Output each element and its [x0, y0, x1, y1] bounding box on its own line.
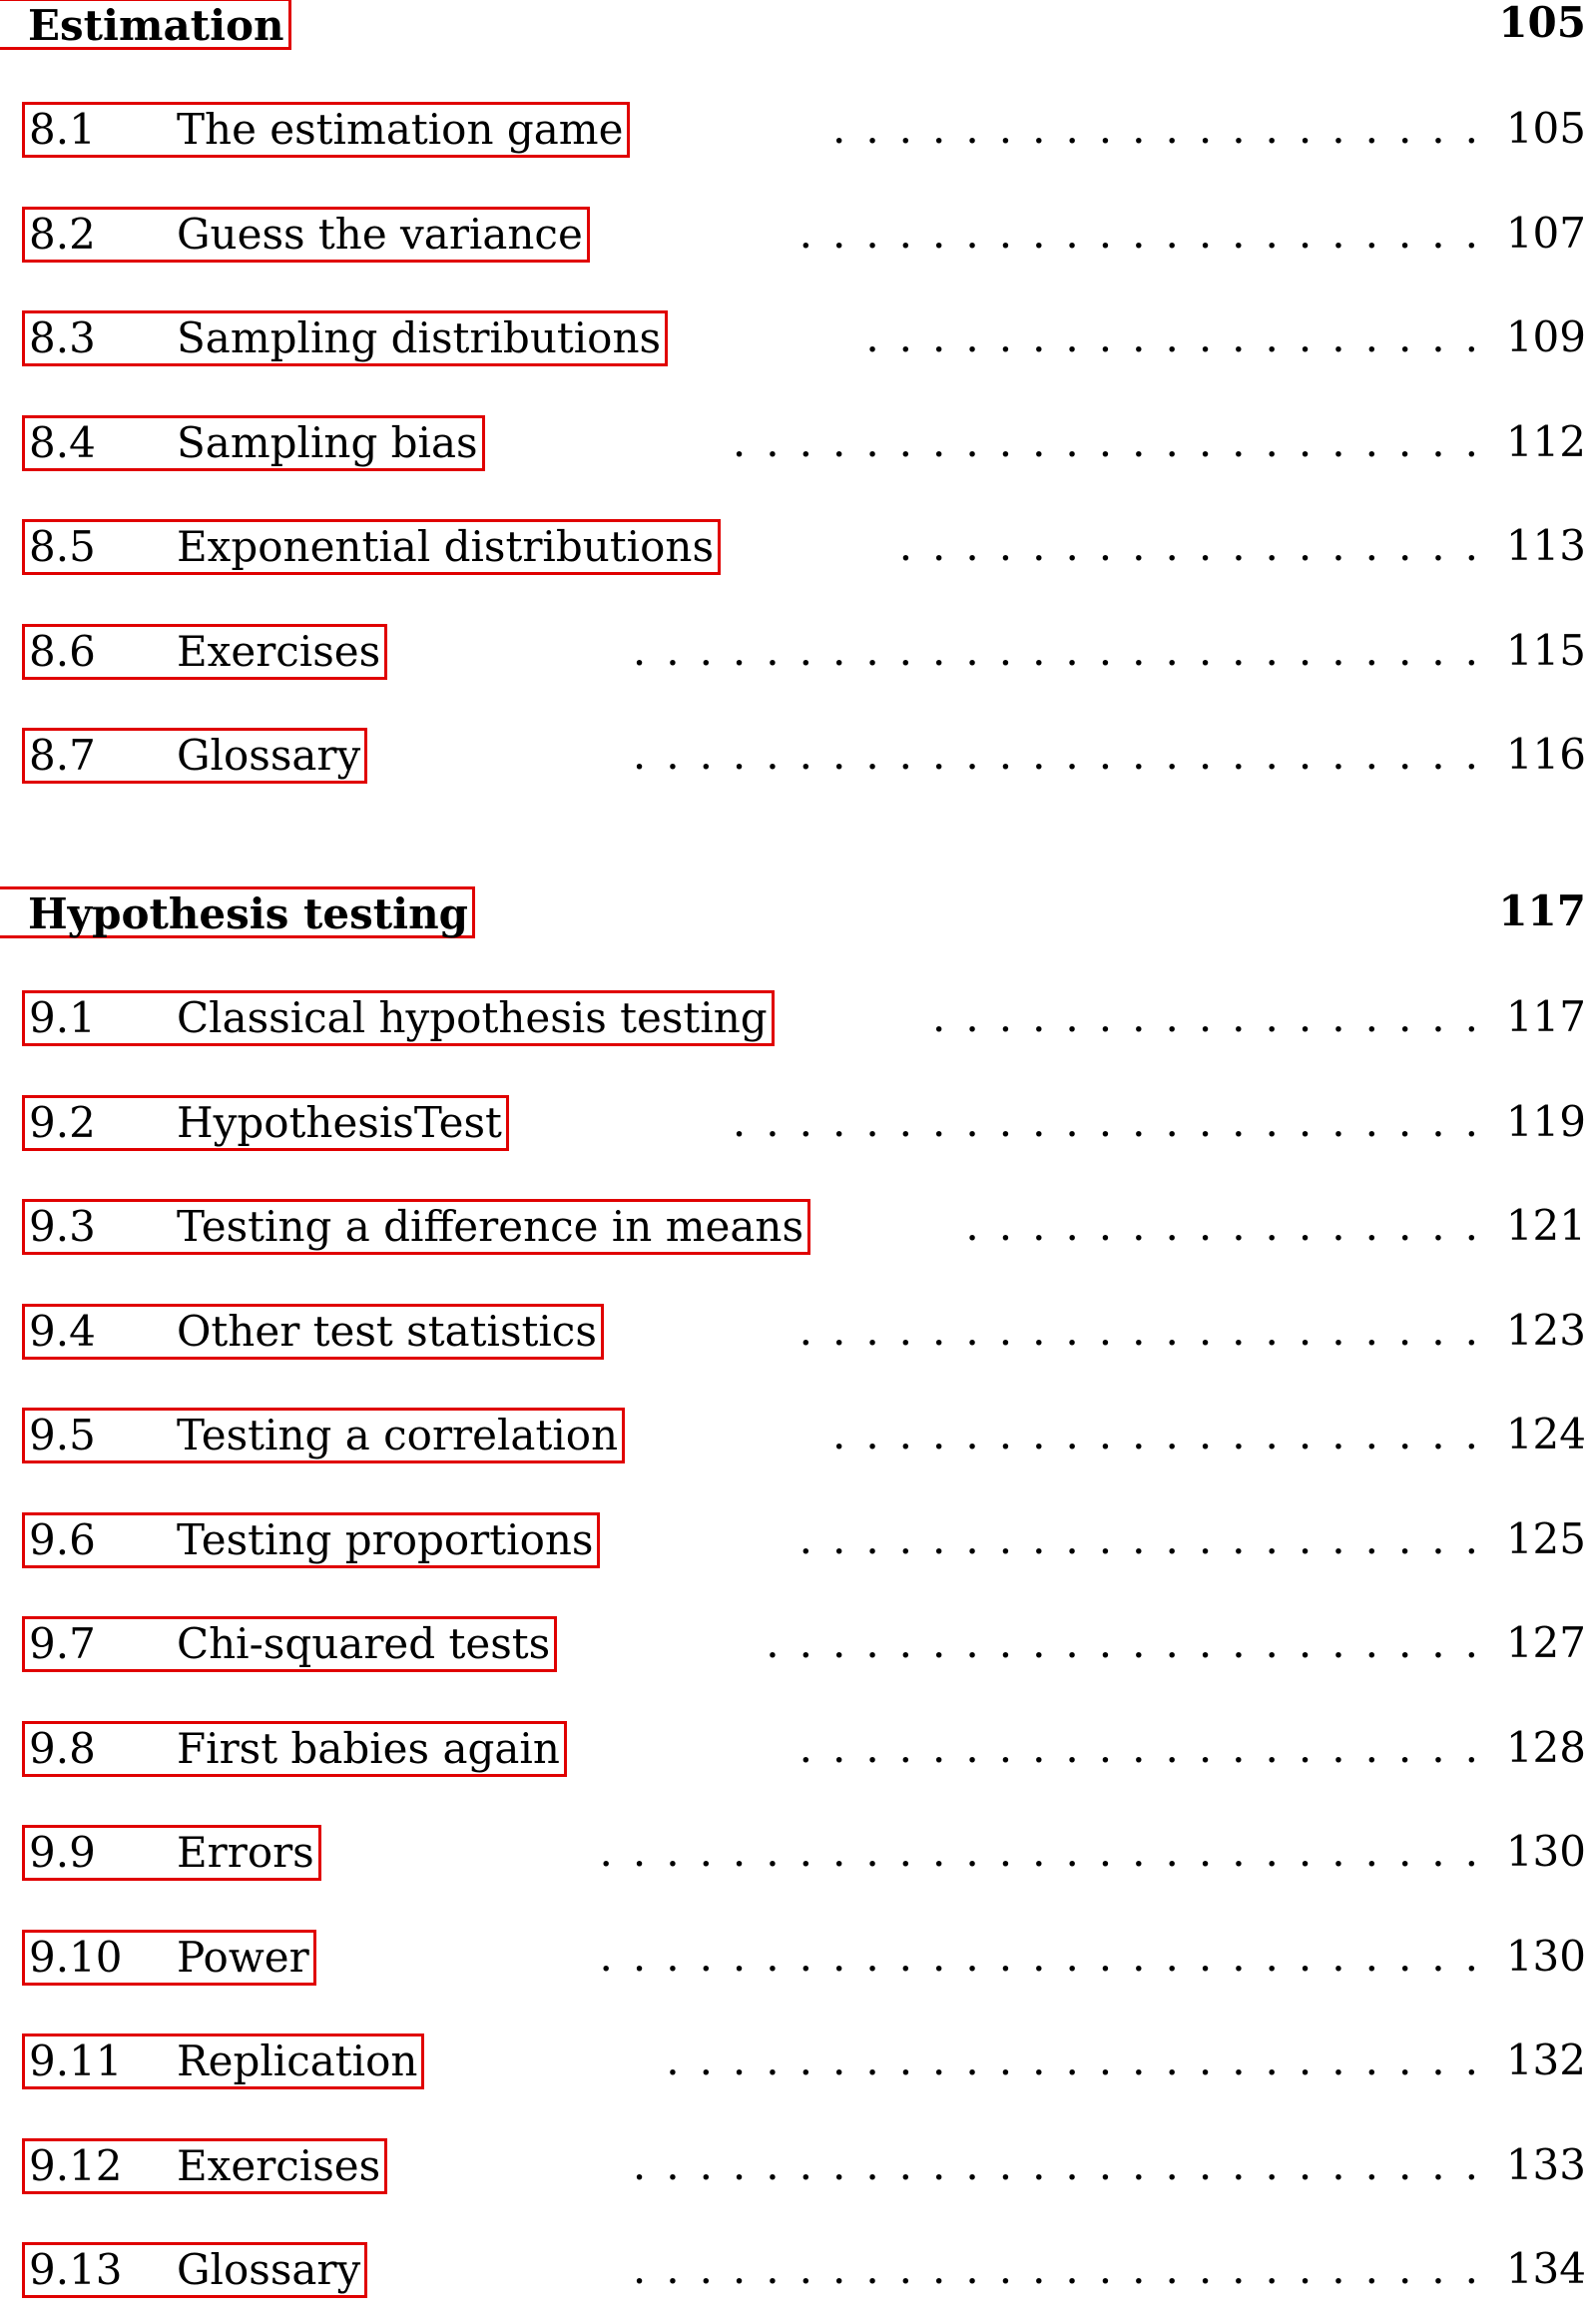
- section-number: 8.5: [29, 522, 96, 571]
- section-link[interactable]: [22, 1408, 625, 1463]
- section-title: Sampling distributions: [177, 313, 662, 362]
- section-page-number: 113: [1505, 521, 1586, 570]
- dot-leader: ....................: [831, 1410, 1498, 1458]
- section-title: The estimation game: [177, 105, 624, 154]
- section-page-number: 116: [1505, 730, 1586, 779]
- toc-entry: [0, 2138, 1595, 2198]
- dot-leader: .....................: [798, 208, 1498, 258]
- section-title: Exponential distributions: [177, 522, 715, 571]
- section-number: 9.2: [29, 1097, 96, 1147]
- toc-entry: [0, 1930, 1595, 1990]
- section-number: 9.3: [29, 1202, 96, 1251]
- dot-leader: ..........................: [632, 730, 1498, 779]
- section-page-number: 115: [1505, 625, 1586, 675]
- section-number: 9.13: [29, 2245, 123, 2294]
- toc-entry: [0, 2034, 1595, 2093]
- section-title: Sampling bias: [177, 417, 478, 467]
- chapter-heading: [0, 0, 1595, 58]
- chapter-heading: [0, 886, 1595, 946]
- toc-entry: [0, 990, 1595, 1050]
- section-title: Exercises: [177, 2140, 381, 2190]
- dot-leader: ................: [965, 1201, 1498, 1250]
- toc-entry: [0, 1616, 1595, 1676]
- section-link[interactable]: [22, 2034, 424, 2089]
- dot-leader: .......................: [732, 416, 1498, 466]
- chapter-page-number: 117: [1498, 886, 1586, 935]
- section-page-number: 109: [1505, 312, 1586, 361]
- section-number: 9.6: [29, 1514, 96, 1564]
- section-title: First babies again: [177, 1723, 560, 1773]
- section-number: 9.12: [29, 2140, 123, 2190]
- section-link[interactable]: [22, 310, 668, 366]
- section-page-number: 128: [1505, 1722, 1586, 1772]
- dot-leader: .........................: [666, 2035, 1498, 2084]
- dot-leader: ....................: [831, 104, 1498, 153]
- section-link[interactable]: [22, 102, 630, 158]
- section-link[interactable]: [22, 207, 590, 263]
- section-number: 8.2: [29, 209, 96, 259]
- section-page-number: 134: [1505, 2244, 1586, 2293]
- section-link[interactable]: [22, 519, 721, 575]
- section-page-number: 133: [1505, 2139, 1586, 2189]
- section-number: 8.1: [29, 105, 96, 154]
- toc-entry: [0, 102, 1595, 162]
- section-title: Glossary: [177, 731, 361, 780]
- toc-entry: [0, 1199, 1595, 1259]
- section-title: Testing a difference in means: [177, 1202, 804, 1251]
- chapter-page-number: 105: [1498, 0, 1586, 47]
- section-title: Exercises: [177, 626, 381, 676]
- toc-entry: [0, 624, 1595, 684]
- toc-entry: [0, 1304, 1595, 1364]
- dot-leader: ......................: [766, 1618, 1498, 1667]
- section-page-number: 124: [1505, 1410, 1586, 1458]
- toc-entry: [0, 1095, 1595, 1155]
- section-link[interactable]: [22, 415, 485, 471]
- section-link[interactable]: [22, 1199, 810, 1255]
- section-link[interactable]: [22, 1304, 604, 1360]
- dot-leader: ...........................: [599, 1931, 1498, 1981]
- section-number: 9.9: [29, 1828, 96, 1877]
- toc-entry: [0, 415, 1595, 475]
- section-title: Glossary: [177, 2245, 361, 2294]
- section-number: 8.6: [29, 626, 96, 676]
- dot-leader: .....................: [798, 1305, 1498, 1355]
- section-title: Classical hypothesis testing: [177, 993, 768, 1042]
- section-page-number: 121: [1505, 1201, 1586, 1250]
- dot-leader: ..........................: [632, 2244, 1498, 2293]
- section-page-number: 130: [1505, 1827, 1586, 1876]
- chapter-title-link[interactable]: Hypothesis testing: [0, 886, 475, 938]
- section-link[interactable]: [22, 1095, 509, 1151]
- section-number: 9.7: [29, 1619, 96, 1668]
- dot-leader: .......................: [732, 1096, 1498, 1146]
- dot-leader: .................: [932, 992, 1498, 1041]
- section-title: Guess the variance: [177, 209, 583, 259]
- section-number: 9.5: [29, 1411, 96, 1459]
- section-link[interactable]: [22, 624, 387, 680]
- section-title: Power: [177, 1932, 309, 1982]
- section-link[interactable]: [22, 1825, 321, 1881]
- dot-leader: ..................: [898, 521, 1498, 570]
- section-link[interactable]: [22, 1616, 557, 1672]
- section-page-number: 127: [1505, 1618, 1586, 1667]
- section-number: 8.4: [29, 417, 96, 467]
- section-number: 9.1: [29, 993, 96, 1042]
- toc-entry: [0, 207, 1595, 267]
- toc-entry: [0, 1408, 1595, 1467]
- section-number: 9.8: [29, 1723, 96, 1773]
- section-link[interactable]: [22, 2138, 387, 2194]
- dot-leader: ...........................: [599, 1827, 1498, 1876]
- section-page-number: 107: [1505, 208, 1586, 258]
- section-number: 9.11: [29, 2036, 123, 2085]
- section-link[interactable]: [22, 1512, 600, 1568]
- section-link[interactable]: [22, 728, 367, 784]
- dot-leader: ..........................: [632, 625, 1498, 675]
- section-title: Testing proportions: [177, 1514, 594, 1564]
- dot-leader: .....................: [798, 1513, 1498, 1563]
- dot-leader: ..........................: [632, 2139, 1498, 2189]
- toc-entry: [0, 1721, 1595, 1781]
- section-page-number: 117: [1505, 992, 1586, 1041]
- section-title: Replication: [177, 2036, 418, 2085]
- section-number: 9.4: [29, 1306, 96, 1356]
- section-link[interactable]: [22, 1930, 316, 1986]
- chapter-title-link[interactable]: Estimation: [0, 0, 291, 50]
- section-link[interactable]: [22, 990, 775, 1046]
- toc-entry: [0, 728, 1595, 788]
- section-title: Chi-squared tests: [177, 1619, 551, 1668]
- section-title: Errors: [177, 1828, 314, 1877]
- section-page-number: 132: [1505, 2035, 1586, 2084]
- section-page-number: 119: [1505, 1096, 1586, 1146]
- section-link[interactable]: [22, 2242, 367, 2298]
- section-page-number: 130: [1505, 1931, 1586, 1981]
- section-page-number: 112: [1505, 416, 1586, 466]
- section-title: HypothesisTest: [177, 1097, 502, 1147]
- dot-leader: ...................: [865, 312, 1498, 361]
- toc-entry: [0, 1512, 1595, 1572]
- section-page-number: 123: [1505, 1305, 1586, 1355]
- section-number: 8.3: [29, 313, 96, 362]
- dot-leader: .....................: [798, 1722, 1498, 1772]
- section-number: 8.7: [29, 731, 96, 780]
- toc-entry: [0, 519, 1595, 579]
- toc-entry: [0, 310, 1595, 370]
- section-page-number: 105: [1505, 104, 1586, 153]
- section-number: 9.10: [29, 1932, 123, 1982]
- toc-entry: [0, 2242, 1595, 2302]
- section-title: Other test statistics: [177, 1306, 597, 1356]
- section-title: Testing a correlation: [177, 1411, 619, 1459]
- section-link[interactable]: [22, 1721, 567, 1777]
- toc-entry: [0, 1825, 1595, 1885]
- section-page-number: 125: [1505, 1513, 1586, 1563]
